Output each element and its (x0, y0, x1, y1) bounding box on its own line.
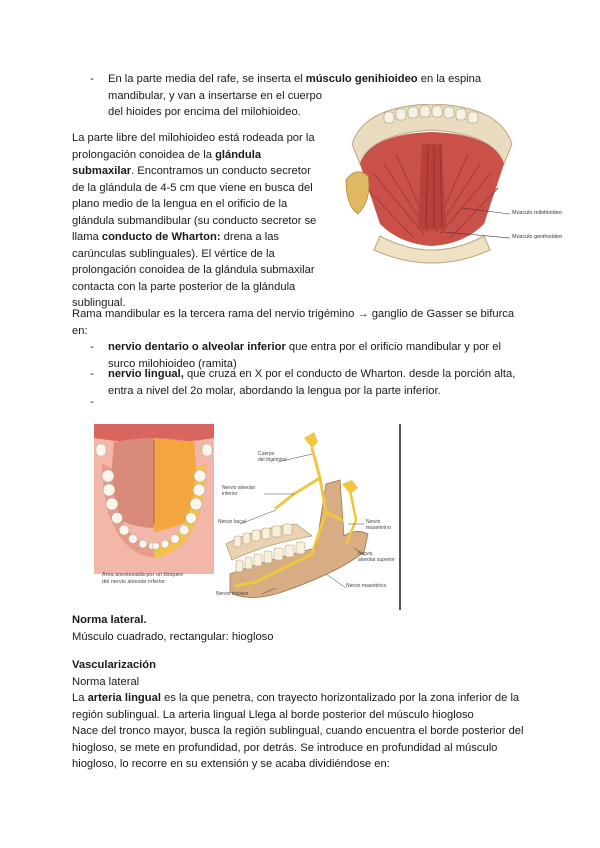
bullet-dash: - (90, 73, 94, 85)
figure-milohioideo-illustration (344, 104, 570, 276)
label-nervio-alveolar-superior: Nervio alveolar superior (358, 551, 395, 563)
bullet-dash-empty: - (90, 396, 94, 408)
figure-area-anestesiada (94, 424, 214, 594)
label-nervio-bucal: Nervio bucal (218, 519, 246, 525)
bullet-dash: - (90, 368, 94, 380)
paragraph-rama-mandibular: Rama mandibular es la tercera rama del nervio trigémino → ganglio de Gasser se bifurca en: (72, 308, 515, 337)
figure-milohioideo-genihioideo (344, 104, 570, 276)
label-nervio-masetero: Nervio masetérico (346, 583, 387, 589)
section-vascularizacion: Vascularización Norma lateral La arteria lingual es la que penetra, con trayecto horizontalizado por la zona inferior de la región sublingual. La arteria lingual Llega al borde posterior del músculo hiogloso Nace del tronco mayor, busca la región sublingual, cuando encuentra el borde posterior del hiogloso, se mete en profundidad, por detrás. Se introduce en profundidad al músculo hiogloso, lo recorre en su extensión y se acaba dividiéndose en: (72, 659, 524, 770)
figure-boca-illustration (94, 424, 214, 574)
caption-area-anestesiada: Área anestesiada por un bloqueo del nervio alveolar inferior (102, 572, 184, 585)
paragraph-glandula-submaxilar: La parte libre del milohioideo está rodeada por la prolongación conoidea de la glándula submaxilar. Encontramos un conducto secretor de la glándula de 4-5 cm que viene en busca del plano medio de la lengua en el orificio de la glándula submandibular (su conducto secretor se llama conducto de Wharton: drena a las carúnculas sublinguales). El vértice de la prolongación conoidea de la glándula submaxilar contacta con la parte posterior de la glándula sublingual. (72, 132, 317, 309)
label-nervio-incisivo: Nervio incisivo (216, 591, 249, 597)
heading-vascularizacion: Vascularización (72, 659, 156, 671)
heading-norma-lateral: Norma lateral. (72, 614, 147, 626)
bullet-nervio-lingual: nervio lingual, que cruza en X por el conducto de Wharton. desde la porción alta, entra a nivel del 2o molar, abordando la lengua por la parte inferior. (108, 368, 516, 397)
label-musculo-genihioideo: Músculo genihioideo (512, 234, 563, 240)
bullet-dash: - (90, 341, 94, 353)
figure-nervio-mandibular (216, 424, 404, 610)
label-nervio-maseterino: Nervio maseterino (366, 519, 391, 531)
label-nervio-alveolar-inferior: Nervio alveolar inferior (222, 485, 256, 497)
label-cuerpo-trigemino: Cuerpo del trigémino (258, 451, 287, 463)
bullet-text: En la parte media del rafe, se inserta el músculo genihioideo en la espina mandibular, y van a insertarse en el cuerpo del hioides por encima del milohioideo. (108, 73, 482, 118)
label-musculo-milohioideo: Músculo milohioideo (512, 210, 562, 216)
bullet-nervio-dentario: nervio dentario o alveolar inferior que entra por el orificio mandibular y por el surco milohioideo (ramita) (108, 341, 501, 370)
section-norma-lateral: Norma lateral. Músculo cuadrado, rectangular: hiogloso (72, 614, 274, 643)
